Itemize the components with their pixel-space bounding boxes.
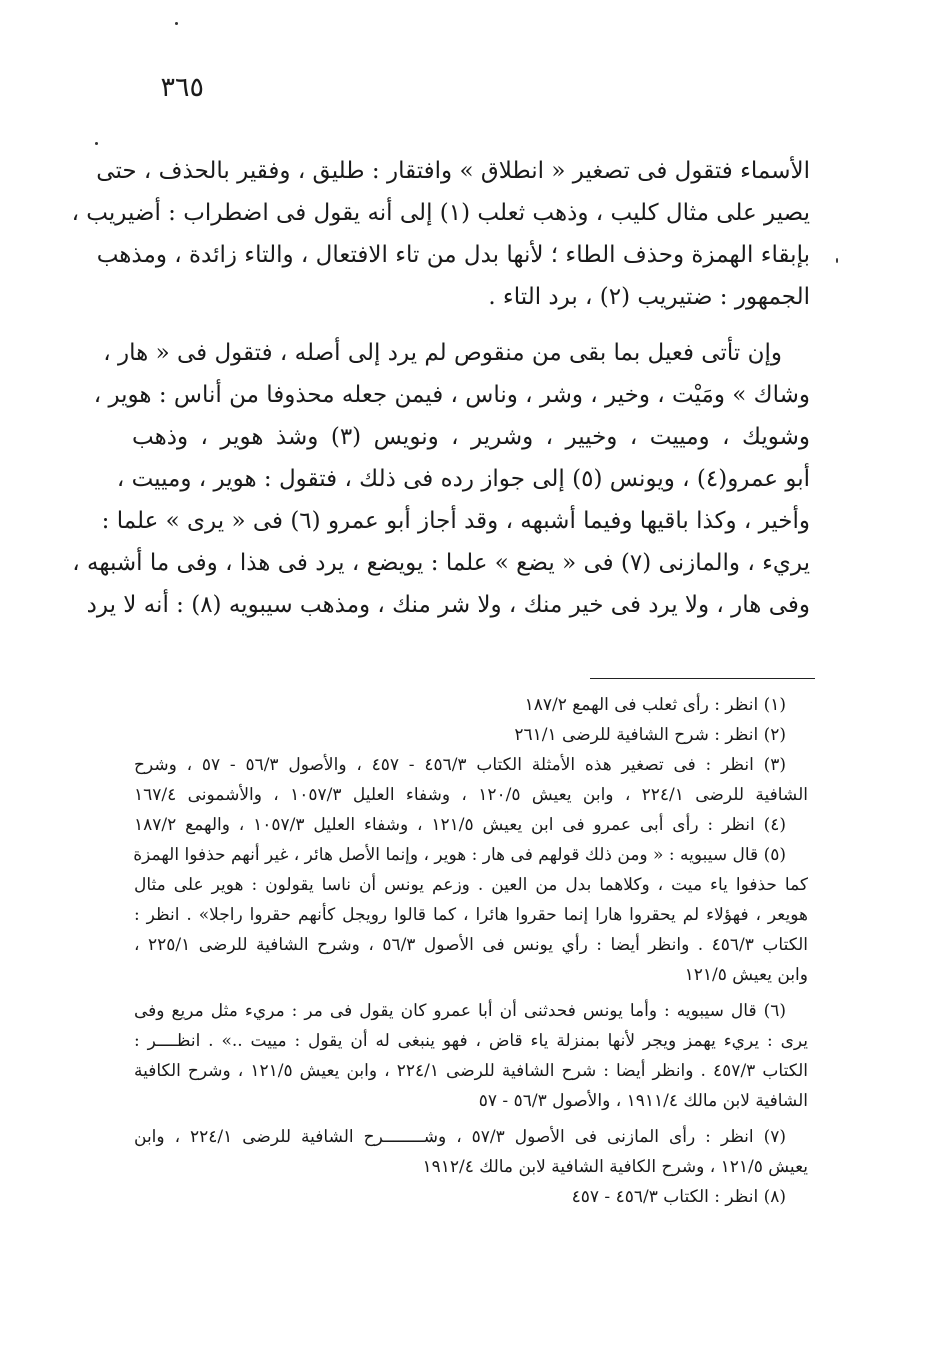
body-line: وأخير ، وكذا باقيها وفيما أشبهه ، وقد أجاز أبو عمرو (٦) فى « يرى » علما : <box>101 508 810 534</box>
footnote-line: الشافية لابن مالك ١٩١١/٤ ، والأصول ٥٦/٣ - ٥٧ <box>478 1091 808 1111</box>
footnote-line: (٦) قال سيبويه : وأما يونس فحدثنى أن أبا عمرو كان يقول فى مر : مريء مثل مريع وفى <box>134 1001 786 1021</box>
footnote-line: (٧) انظر : رأى المازنى فى الأصول ٥٧/٣ ، وشــــــــرح الشافية للرضى ٢٢٤/١ ، وابن <box>134 1127 787 1147</box>
paragraph-gap <box>132 318 810 332</box>
body-line: يريء ، والمازنى (٧) فى « يضع » علما : يويضع ، يرد فى هذا ، وفى ما أشبهه ، <box>72 550 810 576</box>
footnote-separator <box>590 678 815 679</box>
body-line: وإن تأتى فعيل بما بقى من منقوص لم يرد إلى أصله ، فتقول فى « هار ، <box>103 340 782 366</box>
body-line: الأسماء فتقول فى تصغير « انطلاق » وافتقار : طليق ، وفقير بالحذف ، حتى <box>96 158 810 184</box>
footnote-line: (٨) انظر : الكتاب ٤٥٦/٣ - ٤٥٧ <box>571 1187 786 1207</box>
footnotes <box>134 690 808 1212</box>
footnote-line: كما حذفوا ياء ميت ، وكلاهما بدل من العين . وزعم يونس أن ناسا يقولون : هوير على مثال <box>134 875 808 895</box>
main-text <box>71 150 810 626</box>
footnote-line: (٤) انظر : رأى أبى عمرو فى ابن يعيش ١٢١/٥ ، وشفاء العليل ١٠٥٧/٣ ، والهمع ١٨٧/٢ <box>134 815 787 835</box>
body-line: وشويك ، ومييت ، وخيير ، وشرير ، ونويس (٣) وشذ هوير ، وذهب <box>132 424 810 450</box>
page-number: ٣٦٥ <box>160 72 204 103</box>
body-line: يصير على مثال كليب ، وذهب ثعلب (١) إلى أنه يقول فى اضطراب : أضيريب ، <box>71 200 810 226</box>
footnote-line: وابن يعيش ١٢١/٥ <box>684 965 808 985</box>
body-line: وفى هار ، ولا يرد فى خير منك ، ولا شر منك ، ومذهب سيبويه (٨) : أنه لا يرد <box>86 592 810 618</box>
footnote-line: (١) انظر : رأى ثعلب فى الهمع ١٨٧/٢ <box>524 695 786 715</box>
scan-speck <box>175 22 178 25</box>
footnote-line: الشافية للرضى ٢٢٤/١ ، وابن يعيش ١٢٠/٥ ، وشفاء العليل ١٠٥٧/٣ ، والأشمونى ١٦٧/٤ <box>134 785 808 805</box>
scan-speck <box>95 142 98 145</box>
footnote-line: (٣) انظر : فى تصغير هذه الأمثلة الكتاب ٤٥٦/٣ - ٤٥٧ ، والأصول ٥٦/٣ - ٥٧ ، وشرح <box>134 755 786 775</box>
footnote-line: هويعر ، فهؤلاء لم يحقروا هارا إنما حقروا هائرا ، كما قالوا رويجل كأنهم حقروا راجلا» . انظر : <box>134 905 808 925</box>
footnote-line: (٢) انظر : شرح الشافية للرضى ٢٦١/١ <box>514 725 786 745</box>
footnote-line: يرى : يريء يهمز ويجر لأنها بمنزلة ياء قاض ، فهو ينبغى له أن يقول : مييت ..» . انظــــر : <box>134 1031 808 1051</box>
body-line: الجمهور : ضتيريب (٢) ، برد التاء . <box>488 284 810 310</box>
body-line: أبو عمرو(٤) ، ويونس (٥) إلى جواز رده فى ذلك ، فتقول : هوير ، ومييت ، <box>116 466 810 492</box>
footnote-line: (٥) قال سيبويه : « ومن ذلك قولهم فى هار : هوير ، وإنما الأصل هائر ، غير أنهم حذفوا الهمزة <box>133 845 786 865</box>
footnote-line: يعيش ١٢١/٥ ، وشرح الكافية الشافية لابن مالك ١٩١٢/٤ <box>422 1157 808 1177</box>
body-line: وشاك » ومَيْت ، وخير ، وشر ، وناس ، فيمن جعله محذوفا من أناس : هوير ، <box>93 382 810 408</box>
scan-speck <box>836 258 838 263</box>
footnote-line: الكتاب ٤٥٦/٣ . وانظر أيضا : رأي يونس فى الأصول ٥٦/٣ ، وشرح الشافية للرضى ٢٢٥/١ ، <box>134 935 809 955</box>
footnote-line: الكتاب ٤٥٧/٣ . وانظر أيضا : شرح الشافية للرضى ٢٢٤/١ ، وابن يعيش ١٢١/٥ ، وشرح الكافية <box>134 1061 808 1081</box>
body-line: بإبقاء الهمزة وحذف الطاء ؛ لأنها بدل من تاء الافتعال ، والتاء زائدة ، ومذهب <box>96 242 810 268</box>
